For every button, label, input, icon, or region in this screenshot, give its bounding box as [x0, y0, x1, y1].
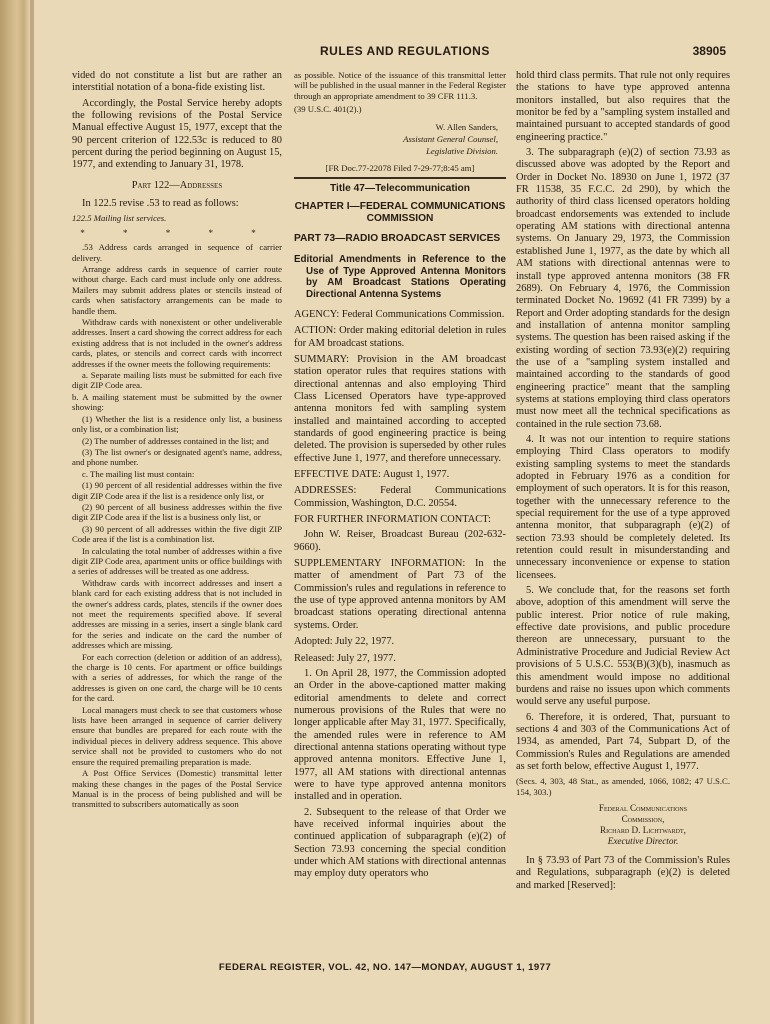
numbered-paragraph: 4. It was not our intention to require stations employing Third Class operators to modify existing sampling systems to meet the standards adopted in February 1976 as a condition for employment of such operators. It is for this reason, together with the unnecessary reference to the special requirement for the use of a type approved antenna monitor, that subparagraph (e)(2) of section 73.93 should be completely deleted. Its retention could result in misunderstanding and unnecessary inconvenience or expense to station licensees.: [516, 433, 730, 581]
amendatory-instruction: In 122.5 revise .53 to read as follows:: [82, 198, 239, 210]
section-heading: 122.5 Mailing list services.: [72, 213, 167, 224]
released-date: Released: July 27, 1977.: [294, 652, 396, 664]
reg-paragraph: (3) The list owner's or designated agent's name, address, and phone number.: [72, 446, 282, 468]
section-divider: [294, 177, 506, 179]
contact-info: John W. Reiser, Broadcast Bureau (202-632-9660).: [294, 529, 506, 553]
reg-paragraph: c. The mailing list must contain:: [82, 468, 195, 479]
part-heading: Part 122—Addresses: [131, 179, 223, 191]
cfr-title-heading: Title 47—Telecommunication: [329, 183, 471, 195]
numbered-paragraph: 5. We conclude that, for the reasons set forth above, adoption of this amendment will serve the public interest. Prior notice of rule making, effective date provisions, and public procedure thereon are unnecessary, pursuant to the Administrative Procedure and Judicial Review Act provisions of 5 U.S.C. 553(B)(3)(b), inasmuch as this amendment would impose no additional burdens and raise no issues upon which comments would serve any useful purpose.: [516, 585, 730, 708]
page-footer: FEDERAL REGISTER, VOL. 42, NO. 147—MONDAY, AUGUST 1, 1977: [218, 962, 552, 973]
signer-agency-cont: Commission,: [621, 814, 665, 825]
header-title: RULES AND REGULATIONS: [320, 44, 490, 58]
signer-name: W. Allen Sanders,: [435, 121, 498, 132]
column-3: [516, 70, 730, 895]
effective-date: EFFECTIVE DATE: August 1, 1977.: [294, 469, 450, 481]
column-1: [72, 70, 282, 811]
agency-line: AGENCY: Federal Communications Commission.: [294, 308, 505, 320]
reg-paragraph: b. A mailing statement must be submitted by the owner showing:: [72, 391, 282, 413]
amendatory-paragraph: In § 73.93 of Part 73 of the Commission's Rules and Regulations, subparagraph (e)(2) is deleted and marked [Reserved]:: [516, 855, 730, 891]
action-line: ACTION: Order making editorial deletion in rules for AM broadcast stations.: [294, 325, 506, 349]
reg-paragraph: For each correction (deletion or addition of an address), the charge is 10 cents. For apartment or office buildings with a series of addresses, for which the range of the addresses is given on one card, the charge will be 10 cents for the card.: [72, 651, 282, 704]
column-2: [294, 70, 506, 884]
document-subject: Editorial Amendments in Reference to the Use of Type Approved Antenna Monitors by AM Broadcast Stations Operating Directional Antenna Systems: [294, 253, 506, 301]
paragraph: Accordingly, the Postal Service hereby adopts the following revisions of the Postal Service Manual effective August 15, 1977, except that the 90 percent criterion of 122.53c is reduced to 80 percent during the period beginning on August 15, 1977, and extending to January 31, 1978.: [72, 97, 282, 171]
reg-paragraph: (1) 90 percent of all residential addresses within the five digit ZIP Code area if the list is a residence only list, or: [72, 480, 282, 501]
chapter-heading: CHAPTER I—FEDERAL COMMUNICATIONS COMMISSION: [294, 201, 506, 225]
summary-paragraph: SUMMARY: Provision in the AM broadcast station operator rules that requires stations with directional antennas and also employing Third Class Licensed Operators have type-approved antenna monitors fed with sampling system installed and maintained according to accepted standards of good engineering practice is being deleted. The provision is superseded by other rules effective June 1, 1977, and therefore unnecessary.: [294, 353, 506, 464]
authority-citation: (Secs. 4, 303, 48 Stat., as amended, 1066, 1082; 47 U.S.C. 154, 303.): [516, 776, 730, 797]
reg-paragraph: Withdraw cards with nonexistent or other undeliverable addresses. Insert a card showing the correct address for each existing address that is not included in the owner's address cards, plates, or stencils and correct cards with incorrect addresses if the owner meets the following requirements:: [72, 317, 282, 369]
reg-paragraph: In calculating the total number of addresses within a five digit ZIP Code area, apartment units or office buildings with a series of addresses will be treated as one address.: [72, 545, 282, 577]
reg-paragraph: a. Separate mailing lists must be submitted for each five digit ZIP Code area.: [72, 370, 282, 391]
numbered-paragraph: 6. Therefore, it is ordered, That, pursuant to sections 4 and 303 of the Communications Act of 1934, as amended, Part 74, Subpart D, of the Commission's Rules and Regulations are amended as set forth below, effective August 1, 1977.: [516, 711, 730, 772]
signer-agency: Federal Communications: [598, 803, 688, 814]
running-header: [60, 44, 726, 64]
signer-name: Richard D. Lichtwardt,: [600, 825, 686, 836]
supplementary-information: SUPPLEMENTARY INFORMATION: In the matter of amendment of Part 73 of the Commission's rules and regulations in reference to the use of type approved antenna monitors by AM broadcast stations operating directional antenna systems. Order.: [294, 558, 506, 631]
page-number: 38905: [692, 44, 726, 58]
part-heading: PART 73—RADIO BROADCAST SERVICES: [294, 233, 501, 245]
reg-paragraph: (1) Whether the list is a residence only list, a business only list, or a combination list;: [72, 413, 282, 435]
signature-block: [556, 803, 730, 847]
fr-doc-line: [FR Doc.77-22078 Filed 7-29-77;8:45 am]: [325, 162, 475, 173]
numbered-paragraph: 1. On April 28, 1977, the Commission adopted an Order in the above-captioned matter making editorial amendments to delete and correct numerous provisions of the Rules that were no longer applicable after May 31, 1977. Specifically, the amended rules were in reference to AM directional antenna stations operating without type approved antenna monitors. Effective June 1, 1977, all AM stations with directional antennas were to have type approved antenna monitors installed and in operation.: [294, 667, 506, 803]
reg-paragraph: Local managers must check to see that customers whose lists have been arranged in sequence of carrier delivery ensure that bundles are prepared for each route with the individual pieces in delivery address sequence. This above service shall not be provided to customers who do not ensure the required premailing preparation is made.: [72, 704, 282, 767]
regulation-text: [72, 242, 282, 810]
numbered-paragraph: 2. Subsequent to the release of that Order we have received informal inquiries about the continued application of subparagraph (e)(2) of Section 73.93 concerning the special condition under which AM stations with directional antennas may employ duty operators who: [294, 806, 506, 880]
paragraph: vided do not constitute a list but are rather an interstitial notation of a bona-fide existing list.: [72, 70, 282, 94]
reg-paragraph: .53 Address cards arranged in sequence of carrier delivery.: [72, 242, 282, 263]
paragraph: hold third class permits. That rule not only requires the stations to have type approved antenna monitors installed, but also requires that the monitor be fed by a "sampling system installed and maintained pursuant to accepted standards of good engineering practice.": [516, 70, 730, 143]
adopted-date: Adopted: July 22, 1977.: [294, 636, 395, 648]
paragraph: as possible. Notice of the issuance of this transmittal letter will be published in the usual manner in the Federal Register through an appropriate amendment to 39 CFR 111.3.: [294, 70, 506, 101]
authority-citation: (39 U.S.C. 401(2).): [294, 104, 362, 115]
contact-heading: FOR FURTHER INFORMATION CONTACT:: [294, 514, 491, 526]
omission-bullets: * * * * *: [80, 227, 274, 238]
signer-title: Assistant General Counsel,: [403, 133, 498, 144]
numbered-paragraph: 3. The subparagraph (e)(2) of section 73.93 as discussed above was adopted by the Report and Order in Docket No. 18930 on June 1, 1972 (37 FR 11538, 35 F.C.C. 2d 290), by which the authority of third class licensed operators holding broadcast endorsements was extended to include operating AM stations with directional antenna systems. On January 29, 1973, the Commission established June 1, 1977, as the date by which all AM stations with directional antennas were to install type approved antenna monitors (38 FR 2689). On February 4, 1976, the Commission terminated Docket No. 19692 (41 FR 7399) by a Report and Order adopting standards for the design and installation of antenna monitor sampling systems. The question has been raised asking if the existing wording of section 73.93(e)(2) requiring the use of a "sampling system installed and maintained according to the standards of good engineering practice" meant that the sampling systems at stations employing third class operators must now meet all the technical specifications as contained in the rule section 73.68.: [516, 147, 730, 430]
reg-paragraph: (2) The number of addresses contained in the list; and: [82, 435, 269, 446]
reg-paragraph: (3) 90 percent of all addresses within the five digit ZIP Code area if the list is a combination list.: [72, 523, 282, 545]
signer-title: Executive Director.: [607, 836, 679, 847]
reg-paragraph: (2) 90 percent of all business addresses within the five digit ZIP Code area if the list is a business only list, or: [72, 501, 282, 523]
signature-block: [294, 121, 498, 157]
reg-paragraph: Arrange address cards in sequence of carrier route without charge. Each card must include only one address. Mailers may submit address plates or stencils instead of cards when satisfactory arrangements can be made to handle them.: [72, 264, 282, 316]
signer-division: Legislative Division.: [426, 145, 498, 156]
page-binding: [0, 0, 30, 1024]
addresses-line: ADDRESSES: Federal Communications Commission, Washington, D.C. 20554.: [294, 485, 506, 509]
page-edge-shadow: [30, 0, 34, 1024]
reg-paragraph: A Post Office Services (Domestic) transmittal letter making these changes in the pages of the Postal Service Manual is in the process of being published and will be transmitted to subscribers automatically as soon: [72, 768, 282, 810]
reg-paragraph: Withdraw cards with incorrect addresses and insert a blank card for each existing address that is not included in the owner's address cards, plates, stencils if the owner does not meet the requirements specified above. If several addresses are missing in a series, insert a single blank card for the series and indicate on the card the number of addresses which are missing.: [72, 577, 282, 651]
